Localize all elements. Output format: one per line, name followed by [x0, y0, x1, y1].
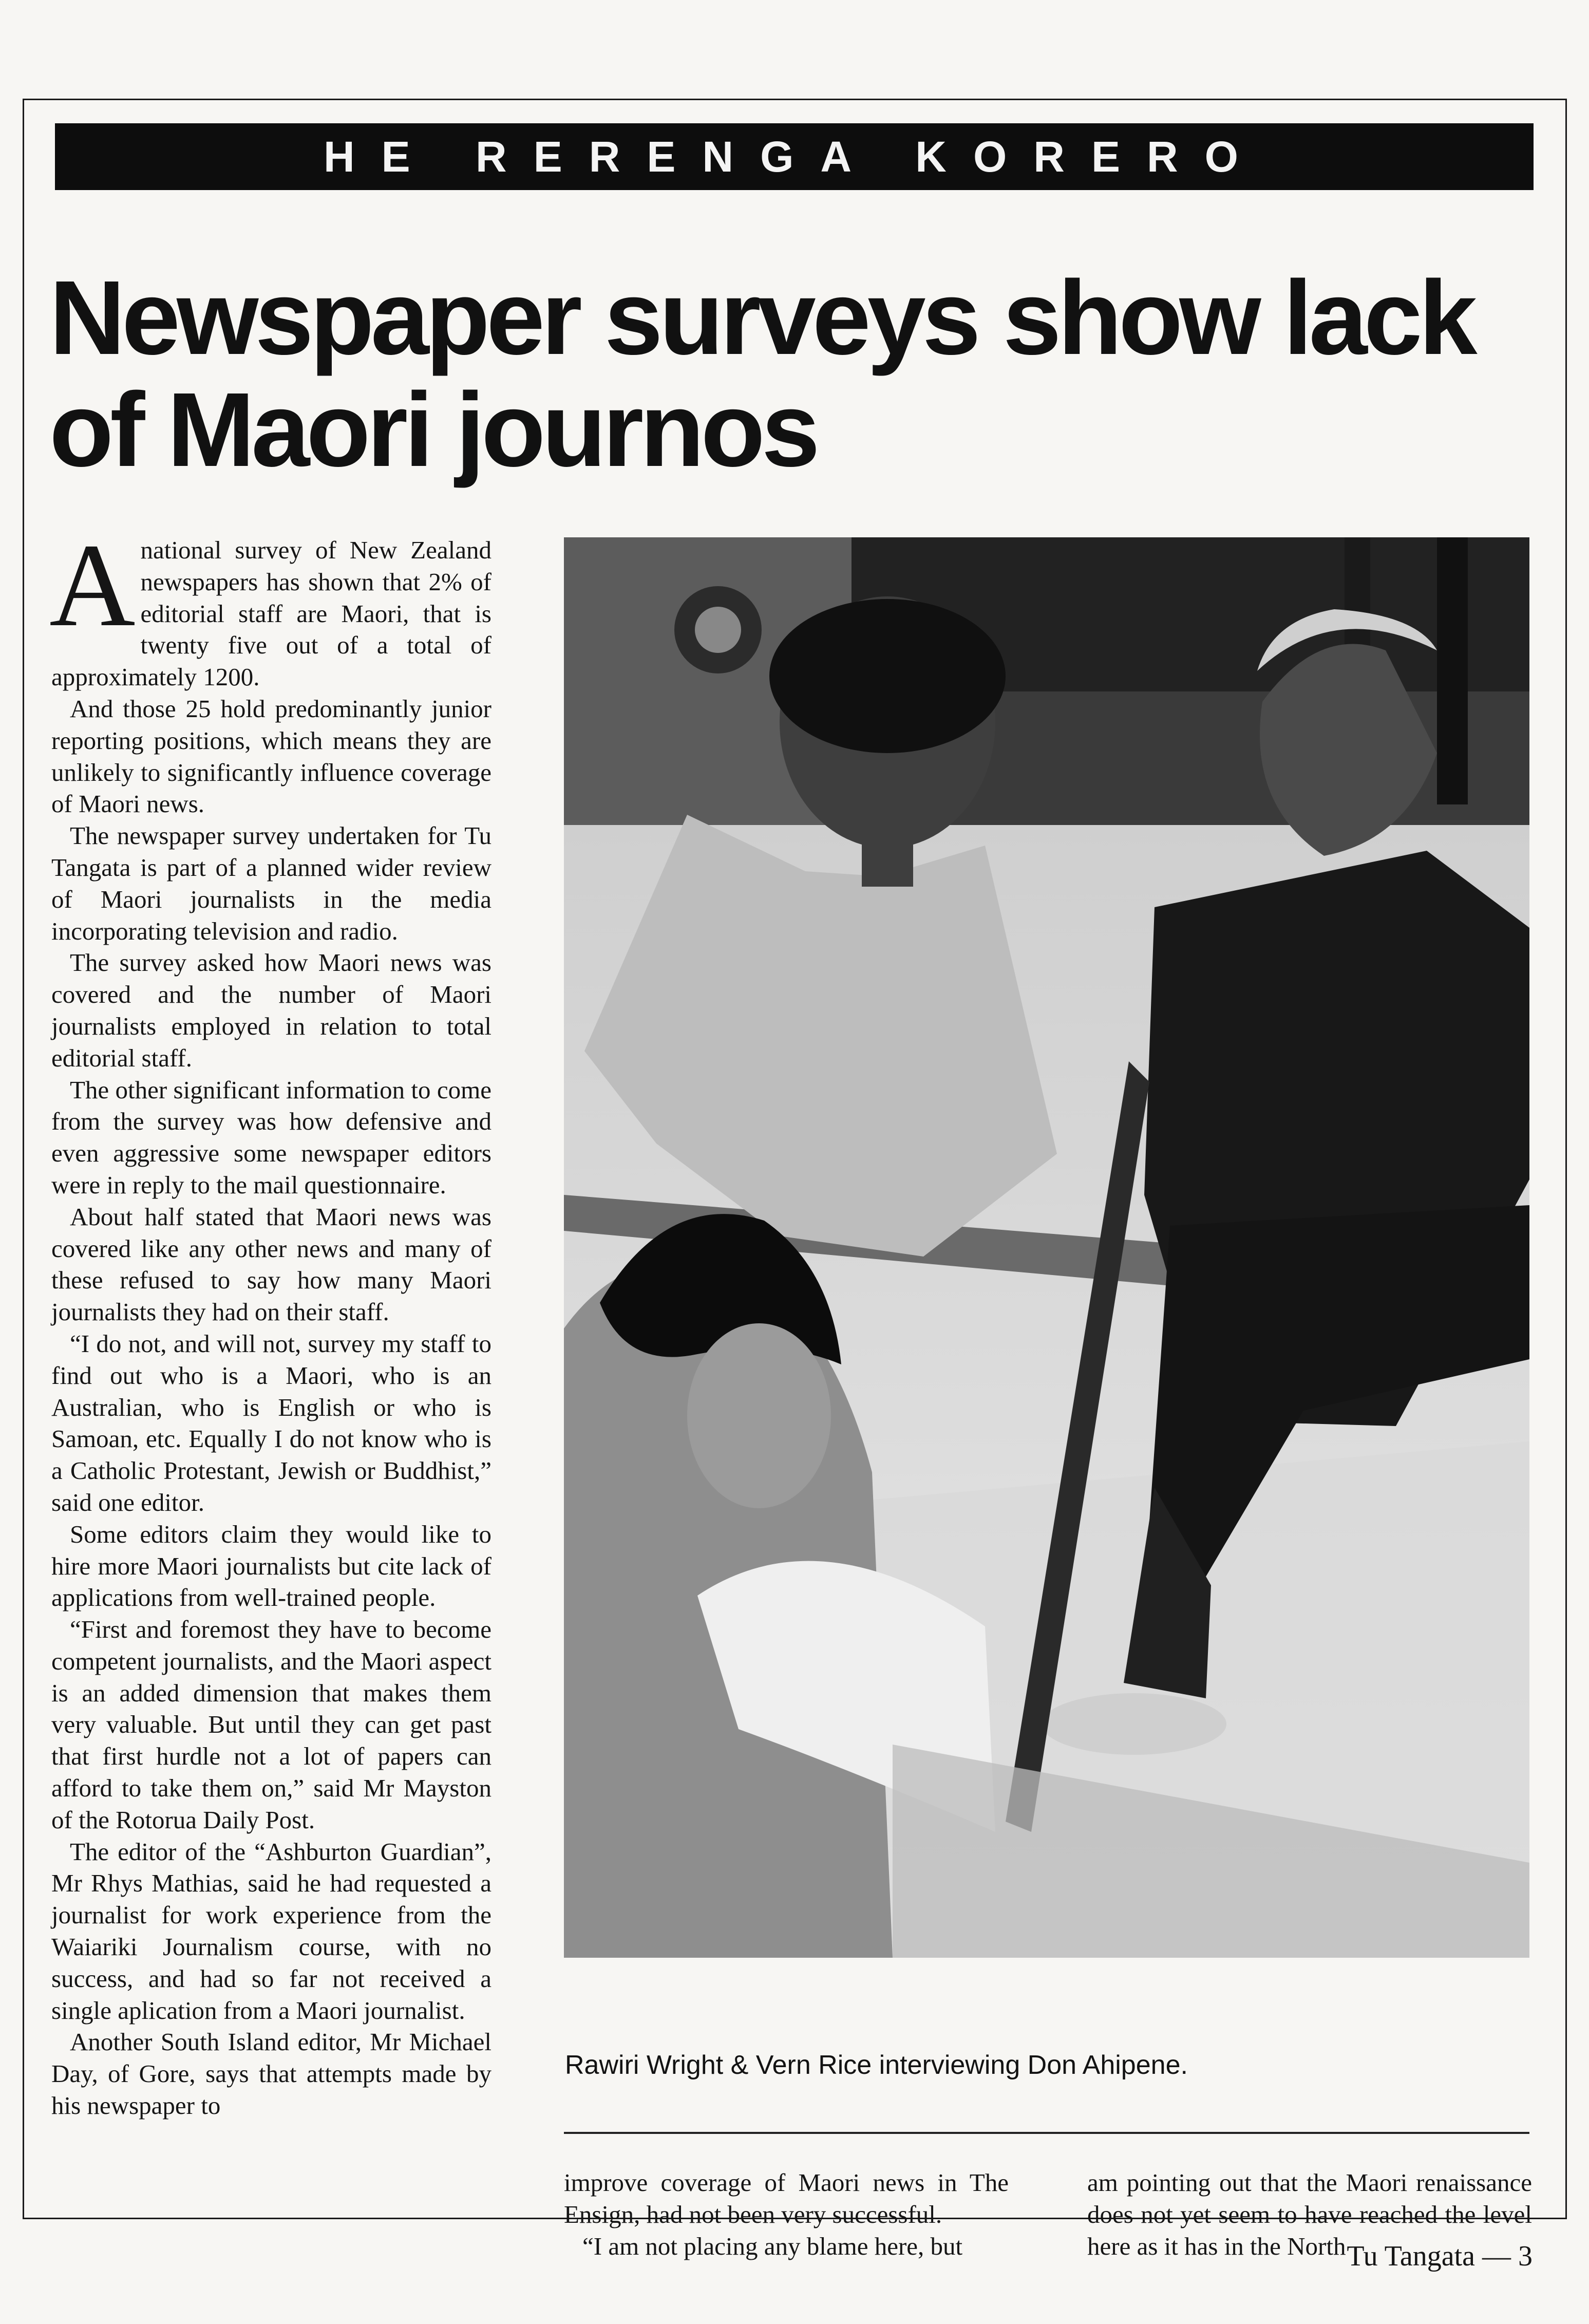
- headline-line-1: Newspaper surveys show lack: [49, 259, 1474, 377]
- article-paragraph: The survey asked how Maori news was covered and the number of Maori journalists employed in relation to total editorial staff.: [51, 948, 491, 1072]
- section-banner: HE RERENGA KORERO: [55, 123, 1534, 190]
- page-folio: Tu Tangata — 3: [1347, 2240, 1533, 2272]
- article-paragraph: “I do not, and will not, survey my staff to find out who is a Maori, who is an Australian, who is English or who is Samoan, etc. Equally I do not know who is a Catholic Protestant, Jewish or Buddhist,” said one editor.: [51, 1329, 491, 1516]
- article-photo: [564, 537, 1529, 1958]
- article-paragraph: About half stated that Maori news was covered like any other news and many of these refused to say how many Maori journalists they had on their staff.: [51, 1202, 491, 1326]
- article-paragraph-lead: Anational survey of New Zealand newspapers has shown that 2% of editorial staff are Maori, that is twenty five out of a total of approximately 1200.: [49, 519, 491, 691]
- headline: [49, 259, 1513, 489]
- photo-caption: Rawiri Wright & Vern Rice interviewing Don Ahipene.: [565, 2050, 1188, 2080]
- article-paragraph: The other significant information to come from the survey was how defensive and even aggressive some newspaper editors were in reply to the mail questionnaire.: [51, 1075, 491, 1199]
- article-paragraph: “I am not placing any blame here, but: [582, 2232, 963, 2260]
- drop-cap: A: [49, 519, 136, 651]
- article-paragraph: “First and foremost they have to become competent journalists, and the Maori aspect is an added dimension that makes them very valuable. But until they can get past that first hurdle not a lot of papers can afford to take them on,” said Mr Mayston of the Rotorua Daily Post.: [51, 1615, 491, 1834]
- headline-line-2: of Maori journos: [49, 371, 817, 489]
- article-paragraph: And those 25 hold predominantly junior reporting positions, which means they are unlikely to significantly influence coverage of Maori news.: [51, 694, 491, 818]
- article-paragraph: The editor of the “Ashburton Guardian”, Mr Rhys Mathias, said he had requested a journalist for work experience from the Waiariki Journalism course, with no success, and had so far not received a single aplication from a Maori journalist.: [51, 1837, 491, 2025]
- article-paragraph: improve coverage of Maori news in The Ensign, had not been very successful.: [564, 2168, 1009, 2228]
- article-paragraph: am pointing out that the Maori renaissance does not yet seem to have reached the level here as it has in the North: [1087, 2168, 1532, 2260]
- article-paragraph: The newspaper survey undertaken for Tu Tangata is part of a planned wider review of Maori journalists in the media incorporating television and radio.: [51, 821, 491, 945]
- caption-divider: [564, 2132, 1529, 2134]
- article-paragraph: Another South Island editor, Mr Michael Day, of Gore, says that attempts made by his newspaper to: [51, 2028, 491, 2120]
- article-column-1: [49, 519, 491, 2122]
- article-paragraph: Some editors claim they would like to hire more Maori journalists but cite lack of applications from well-trained people.: [51, 1520, 491, 1612]
- article-column-2: [564, 2167, 1009, 2262]
